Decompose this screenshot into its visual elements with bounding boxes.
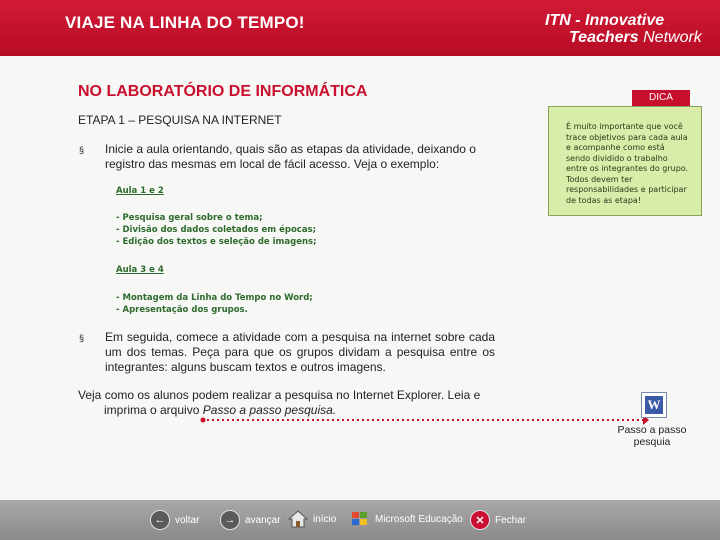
back-arrow-icon: ← xyxy=(150,510,170,530)
fechar-button[interactable] xyxy=(470,510,526,530)
dotted-connector-arrow xyxy=(200,408,650,430)
inicio-button[interactable] xyxy=(288,510,336,528)
section-title: NO LABORATÓRIO DE INFORMÁTICA xyxy=(78,83,368,100)
word-document-label[interactable]: Passo a passo pesquia xyxy=(617,424,687,448)
word-document-icon[interactable] xyxy=(641,392,667,418)
page-title: VIAJE NA LINHA DO TEMPO! xyxy=(65,13,305,32)
paragraph-3-prefix: imprima o arquivo xyxy=(104,403,203,417)
avancar-button[interactable] xyxy=(220,510,281,530)
aula-1-2-list xyxy=(116,212,317,248)
home-icon xyxy=(288,510,308,528)
microsoft-flag-icon xyxy=(350,510,370,528)
aula-1-2-title: Aula 1 e 2 xyxy=(116,186,164,196)
voltar-button[interactable] xyxy=(150,510,199,530)
list-item: - Edição dos textos e seleção de imagens; xyxy=(116,237,317,247)
etapa-heading: ETAPA 1 – PESQUISA NA INTERNET xyxy=(78,113,282,127)
word-letter: W xyxy=(645,396,663,414)
bullet-icon: § xyxy=(79,333,85,343)
aula-3-4-title: Aula 3 e 4 xyxy=(116,265,164,275)
forward-arrow-icon: → xyxy=(220,510,240,530)
microsoft-educacao-label: Microsoft Educação xyxy=(375,513,463,525)
logo-line2 xyxy=(545,29,702,46)
voltar-label: voltar xyxy=(175,514,200,526)
dica-text: É muito importante que você trace objetivos para cada aula e acompanhe como está sendo dividido o trabalho entre os integrantes do grupo. Todos devem ter responsabilidades e participar de todas as etapa! xyxy=(566,122,689,205)
list-item: - Apresentação dos grupos. xyxy=(116,305,248,315)
fechar-label: Fechar xyxy=(495,514,527,526)
bullet-icon: § xyxy=(79,145,85,155)
paragraph-3-line-1: Veja como os alunos podem realizar a pesquisa no Internet Explorer. Leia e xyxy=(78,388,481,402)
passo-a-passo-link[interactable]: Passo a passo pesquisa. xyxy=(202,403,337,417)
list-item: - Divisão dos dados coletados em épocas; xyxy=(116,225,317,235)
avancar-label: avançar xyxy=(245,514,281,526)
logo-teachers: Teachers xyxy=(569,29,639,46)
inicio-label: início xyxy=(313,513,337,525)
list-item: - Pesquisa geral sobre o tema; xyxy=(116,213,263,223)
logo-network: Network xyxy=(638,29,702,46)
header-bar xyxy=(0,0,720,56)
instruction-paragraph-1: Inicie a aula orientando, quais são as etapas da atividade, deixando o registro das mesmas em local de fácil acesso. Veja o exemplo: xyxy=(105,142,476,171)
close-icon: ✕ xyxy=(470,510,490,530)
list-item: - Montagem da Linha do Tempo no Word; xyxy=(116,293,313,303)
itn-logo xyxy=(545,12,702,46)
logo-line1: ITN - Innovative xyxy=(545,12,665,29)
aula-3-4-list xyxy=(116,292,313,316)
instruction-paragraph-2: Em seguida, comece a atividade com a pesquisa na internet sobre cada um dos temas. Peça para que os grupos dividam a pesquisa entre os integrantes: alguns buscam textos e outros imagens. xyxy=(105,330,495,374)
dica-tab: DICA xyxy=(632,90,690,106)
microsoft-educacao-button[interactable] xyxy=(350,510,463,528)
